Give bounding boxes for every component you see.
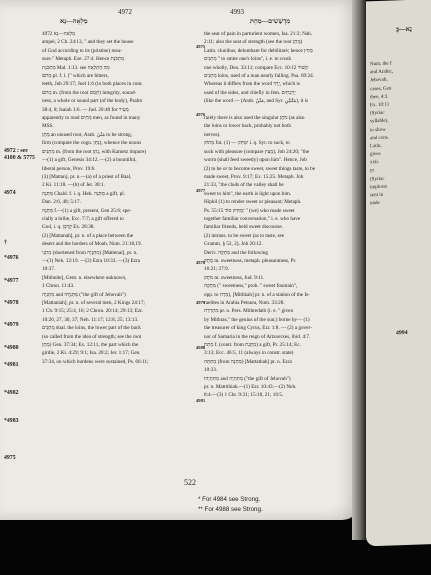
entry-line: to show: [370, 127, 386, 133]
entry-line: Ex. 10:11: [370, 102, 390, 109]
strong-number: *4983: [4, 418, 19, 424]
entry-line: מַתַּנְיָה and מַתַּנְיָהוּ ("the gift of Jehovah"): [42, 291, 126, 298]
entry-line: firm (compare the cogn. נָתַן), whence the nouns: [42, 140, 142, 147]
entry-line: [Mattaniah], pr. n. of several men, 2 Kings 24:17;: [42, 300, 145, 306]
left-column-number: 4972: [118, 8, 132, 16]
entry-line: [204, 106, 344, 114]
entry-line: pr. n. Mattithiah.—(1) Ezr. 10:43.—(2) Neh.: [204, 384, 297, 391]
entry-line: Gramm. § 52, 2), Job 20:12.: [204, 241, 263, 248]
entry-line: Hiphil (1) to render sweet or pleasant; Metaph.: [204, 199, 302, 206]
entry-line: opp. to מָרָה), [Mithkah] pr. n. of a station of the Is-: [204, 291, 310, 298]
strong-number: *4976: [4, 255, 19, 261]
entry-line: מַתָּנָה f.—(1) a gift, present, Gen 25:6; spe-: [42, 207, 132, 214]
entry-line: sent in: [370, 193, 384, 199]
entry-line: —(1) Neh. 12:19. —(2) Ezra 10:33. —(3) Ezra: [42, 257, 140, 264]
entry-line: מֶתֶק m. sweetness, metaph. pleasantness, Pr.: [204, 257, 297, 264]
entry-line: 3:13; Ecc. 46:5, 11 (always in constr. state): [204, 350, 294, 357]
entry-line: 2:11; also the seat of strength (see the root מֶתֶן): [204, 39, 303, 46]
entry-line: 1 Chron. 11:43.: [42, 283, 75, 290]
entry-line: thee, 4:3.: [370, 94, 389, 101]
entry-line: מַתָּת f. (contr. from מַתָּנֶת) a gift, Pr. 25:14; Ec.: [204, 342, 301, 349]
entry-line: מִתְקָה (" sweetness," prob. " sweet fountain",: [204, 283, 298, 290]
strong-number: *4979: [4, 322, 19, 328]
entry-line: God, i. q. קָרְבָּן Ex. 28:38.: [42, 224, 95, 231]
entry-line: מָתְנַיִם m. (from the root נָתַן, with Kametz impure): [42, 148, 147, 155]
entry-line: Dan. 2:6, 48; 5:17.: [42, 199, 81, 206]
entry-line: Latin,: [370, 143, 382, 150]
entry-line: of God according to its (pristine) mea-: [42, 47, 122, 54]
entry-line: ampel, 2 Ch. 24:13, " and they set the house: [42, 39, 134, 46]
strong-number: *4977: [4, 278, 19, 284]
entry-line: (Syriac: [370, 176, 385, 183]
strong-number: 4980: [196, 345, 206, 350]
entry-line: מֶתֶן) Gen. 37:34; Ex. 12:11, the part which the: [42, 342, 139, 349]
footnote-4984: * For 4984 see Strong.: [198, 496, 261, 503]
entry-line: [Mithnite], Gent. n. elsewhere unknown,: [42, 274, 127, 281]
entry-line: (2) [Mattanah], pr. n. of a place between the: [42, 232, 134, 239]
right-column-number: 4993: [230, 8, 244, 16]
strong-number: 4975: [196, 44, 206, 49]
entry-line: apparently to read מְתִים men, as found in many: [42, 115, 141, 122]
right-page-text: [370, 60, 393, 208]
entry-line: desert and the borders of Moab, Num. 21:18,19.: [42, 241, 142, 248]
entry-line: מָתְנַיִם " to smite one's loins", i. e. to crush: [204, 56, 292, 63]
entry-line: 10:37.: [42, 266, 56, 273]
entry-line: by Mithras," the genius of the sun;) borne by— (1): [204, 316, 310, 323]
entry-line: ness, a whole or sound part (of the body), Psalm: [42, 98, 143, 105]
entry-line: girdle, 2 Ki. 4:29; 9:1; Isa. 20:2; Jer. 1:17; Gen.: [42, 350, 141, 357]
entry-line: (2) to be or to become sweet, sweet things taste, to be: [204, 165, 316, 172]
entry-line: cases, Gen: [370, 86, 392, 92]
entry-line: מְתֹם m. (from the root תָּמַם) integrity, sound-: [42, 89, 137, 96]
entry-line: (3) [Mattan], pr. n.—(a) of a priest of Baal,: [42, 173, 132, 180]
entry-line: gives: [370, 152, 381, 158]
right-text-column: [204, 30, 344, 400]
entry-line: Deriv. מְתָקָה and the following: [204, 249, 268, 256]
strong-number: †: [4, 240, 7, 246]
strong-number: 4976: [196, 112, 206, 117]
entry-line: (like the word — (Arab. مَتْنٌ, and Syr. مَتْنَيْنِ), it is: [204, 98, 309, 105]
entry-line: the loins or lower back, probably not both: [204, 123, 292, 130]
entry-line: מִתְרְדָת pr. n. Pers. Mithredath (i. e. " given: [204, 308, 294, 315]
entry-line: Whereas it differs from the word יָרֵךְ, which is: [204, 81, 300, 88]
entry-line: 21:33, "the clods of the valley shall be: [204, 182, 284, 189]
strong-number: *4982: [4, 390, 19, 396]
right-page-header: נָא—בְּ: [396, 25, 412, 34]
entry-line: מָתְנַיִם dual. the loins, the lower part of the back: [42, 325, 141, 332]
entry-line: Num, the f: [370, 61, 392, 68]
entry-line: —(1) a gift, Genesis 34:12. —(2) a bountiful,: [42, 157, 137, 164]
entry-line: (so called from the idea of strength; see the root: [42, 333, 142, 340]
entry-line: 8:4.—(3) 1 Chr. 9:31; 15:18, 21; 16:5.: [204, 392, 284, 399]
entry-line: cially a bribe, Ecc. 7:7; a gift offered to: [42, 215, 124, 222]
strong-number: *4980: [4, 345, 19, 351]
strong-number: *4981: [4, 362, 19, 368]
entry-line: the treasurer of king Cyrus, Ezr. 1:8. — (2) a gover-: [204, 325, 312, 332]
entry-line: 10:26, 27, 30, 37; Neh. 11:17; 12:8, 25; 13:13.: [42, 316, 139, 323]
entry-line: מֶתֶן an unused root, Arab. مَتُنَ to be strong,: [42, 131, 133, 138]
entry-line: Jehovah,: [370, 78, 388, 84]
left-text-column: [42, 30, 194, 366]
entry-line: מַתָּנָה Chald. f. i. q. Heb. מַתָּנָה a gift, pl.: [42, 190, 125, 197]
entry-line: nor of Samaria in the reign of Artaxerxes, ibid. 4:7.: [204, 333, 311, 340]
entry-line: used of the sides, and chiefly in fem. יַרְכָתַיִם: [204, 89, 296, 96]
entry-line: 16:21; 27:9.: [204, 266, 230, 273]
entry-line: (2) intrans. to be sweet (as to taste, see: [204, 232, 285, 239]
entry-line: 10:33.: [204, 367, 218, 374]
left-column-header: מַלְאָה—נֵא: [60, 18, 88, 25]
entry-line: Ps. 55:15 יַמְתִּיק סוֹד " (we) who made sweet: [204, 207, 295, 214]
entry-line: nerves).: [204, 131, 221, 138]
entry-line: made sweet, Prov. 9:17; Ex. 15:25. Metaph. Job: [204, 173, 304, 180]
strong-number: 4977: [196, 188, 206, 193]
strong-number: 4994: [396, 329, 408, 337]
entry-line: sure." Metaph. Eze. 27:4. Hence מַתְכֹּנֶת: [42, 56, 125, 63]
entry-line: and Arabic,: [370, 69, 394, 76]
entry-line: sweet to him", the earth is light upon him.: [204, 190, 292, 197]
entry-line: מָתוֹק fut. יִמְתַּק — (1) i. q. Syr. to suck, to: [204, 140, 290, 147]
right-column-header: מִדְשָׁשִׁים—מַחְתּ: [250, 18, 291, 25]
entry-line: מַתַּתָּה (from מַתָּנָה) [Mattathah] pr. n. Ezra: [204, 358, 292, 365]
strong-number: 4979: [196, 300, 206, 305]
strong-number: 4975: [4, 455, 16, 461]
entry-line: teeth, Job 29:17; Joel 1:6 (in both places in cont.: [42, 81, 143, 88]
entry-line: suck with pleasure (compare מָצַץ), Job 24:20; "the: [204, 148, 310, 155]
entry-line: מָתְנַיִם loins, used of a man nearly falling. Psa. 69:24.: [204, 73, 315, 80]
entry-line: (Syriac: [370, 110, 385, 117]
entry-line: implorat: [370, 184, 387, 191]
entry-line: familiar friends, held sweet discourse.: [204, 224, 283, 231]
dictionary-page-right: [366, 0, 431, 546]
entry-line: and cons.: [370, 135, 389, 142]
entry-line: 2 Ki. 11:18. —(b) of Jer. 38:1.: [42, 182, 105, 189]
entry-line: the seat of pain in parturient women, Isa. 21:3; Nah.: [204, 31, 313, 37]
strong-number: 4981: [196, 398, 206, 403]
entry-line: 38:4, 8; Isaiah 1:6. — Jud. 20:48 for מֵעִיר: [42, 106, 129, 113]
entry-line: 37:34, on which burdens were sustained, Ps. 66:11;: [42, 358, 149, 365]
book-gutter: [352, 0, 366, 540]
strong-number: *4978: [4, 300, 19, 306]
entry-line: מַלְאָה—נֵא 4972: [42, 31, 76, 37]
entry-line: syllable),: [370, 119, 389, 125]
entry-line: liberal person, Prov. 19:6.: [42, 165, 96, 172]
entry-line: Latin. clunibus, delumbare for debilitare; hence מָחַץ: [204, 47, 313, 54]
footnote-4988: ** For 4988 see Strong.: [198, 506, 263, 513]
entry-line: rarely there is also used the singular מֹתֶן (as also: [204, 115, 305, 122]
entry-line: מְתֹם pl. f. l. (" which are bitters,: [42, 73, 109, 80]
entry-line: מַתִּתְיָהוּ and מַתִּתְיָה ("the gift of Jehovah"): [204, 375, 291, 382]
entry-line: unde: [370, 201, 380, 207]
entry-line: תּוּ: [370, 168, 375, 174]
strong-number: 4974: [4, 190, 16, 196]
entry-line: one wholly, Deu. 33:11; compare Ecc. 10:12 קְשׁוֹר: [204, 64, 309, 71]
page-number: 522: [184, 478, 196, 487]
strong-number: 4100 & 5775: [4, 155, 35, 161]
entry-line: 1 Ch. 9:15; 25:4, 16; 2 Chron. 20:14; 29:13; Ezr.: [42, 308, 144, 315]
entry-line: worm (shall feed sweetly) upon him". Hence, Job: [204, 157, 307, 164]
entry-line: MSS.: [42, 123, 54, 130]
entry-line: together familiar conversation," i. e. who have: [204, 215, 301, 222]
entry-line: מַתְכֹּנֶת Mal. 1:13. see מַה הַתְלָאָה: [42, 64, 110, 71]
entry-line: xxii.: [370, 160, 380, 166]
entry-line: מֹתֶק m. sweetness, Jud. 9:11.: [204, 274, 265, 281]
entry-line: מַתְנַי (shortened from מַתַּנְיָה) [Mattenai], pr. n.: [42, 249, 138, 256]
strong-number: 4978: [196, 260, 206, 265]
strong-number: 4972 : see: [4, 148, 28, 154]
entry-line: raelites in Arabia Petraea, Num. 33:28.: [204, 300, 285, 306]
